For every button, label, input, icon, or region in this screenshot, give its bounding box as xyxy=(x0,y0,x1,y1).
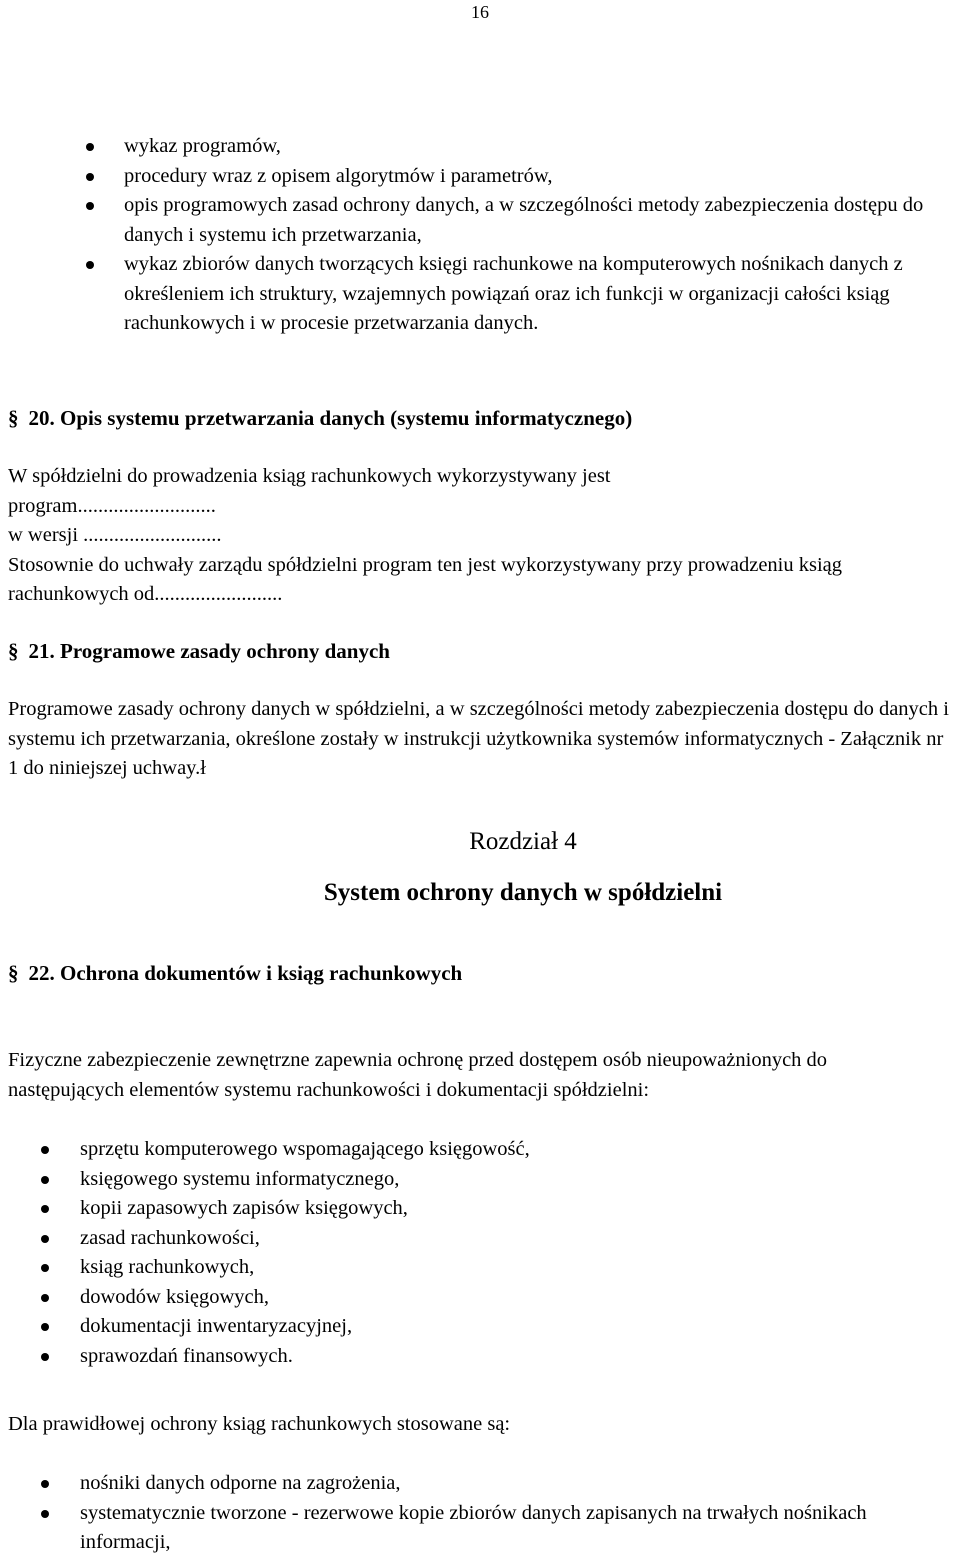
section-20-line: W spółdzielni do prowadzenia ksiąg rachunkowych wykorzystywany jest xyxy=(8,465,611,487)
list-item: procedury wraz z opisem algorytmów i parametrów, xyxy=(124,162,924,192)
program-documentation-list xyxy=(124,132,924,339)
section-22-intro: Fizyczne zabezpieczenie zewnętrzne zapewnia ochronę przed dostępem osób nieupoważnionych do następujących elementów systemu rachunkowości i dokumentacji spółdzielni: xyxy=(8,1049,828,1101)
chapter-number: Rozdział 4 xyxy=(469,828,577,855)
list-item: ksiąg rachunkowych, xyxy=(80,1253,940,1283)
section-20-program-field: program........................... xyxy=(8,494,216,517)
list-item: systematycznie tworzone - rezerwowe kopie zbiorów danych zapisanych na trwałych nośnikach informacji, xyxy=(80,1499,950,1558)
section-22-heading xyxy=(8,958,462,988)
protected-elements-list xyxy=(80,1135,940,1371)
section-20-body xyxy=(8,462,958,610)
section-21-body: Programowe zasady ochrony danych w spółdzielni, a w szczególności metody zabezpieczenia dostępu do danych i systemu ich przetwarzania, określone zostały w instrukcji użytkownika systemów informatycznych - Załącznik nr 1 do niniejszej uchway.ł xyxy=(8,698,949,779)
paragraph-symbol: § xyxy=(8,406,19,430)
list-item: zasad rachunkowości, xyxy=(80,1224,940,1254)
section-22-title: 22. Ochrona dokumentów i ksiąg rachunkowych xyxy=(28,961,463,985)
list-item: wykaz programów, xyxy=(124,132,924,162)
list-item: sprzętu komputerowego wspomagającego księgowość, xyxy=(80,1135,940,1165)
list-item: kopii zapasowych zapisów księgowych, xyxy=(80,1194,940,1224)
list-item: opis programowych zasad ochrony danych, a w szczególności metody zabezpieczenia dostępu do danych i systemu ich przetwarzania, xyxy=(124,191,924,250)
paragraph-symbol: § xyxy=(8,961,19,985)
list-item: nośniki danych odporne na zagrożenia, xyxy=(80,1469,950,1499)
list-item: dokumentacji inwentaryzacyjnej, xyxy=(80,1312,940,1342)
section-20-heading xyxy=(8,403,632,433)
section-20-version-field: w wersji ........................... xyxy=(8,524,222,546)
page-number: 16 xyxy=(471,2,489,22)
list-item: wykaz zbiorów danych tworzących księgi rachunkowe na komputerowych nośnikach danych z określeniem ich struktury, wzajemnych powiązań oraz ich funkcji w organizacji całości ksiąg rachunkowych i w procesie przetwarzania danych. xyxy=(124,250,924,339)
section-21-heading xyxy=(8,636,390,666)
protection-intro: Dla prawidłowej ochrony ksiąg rachunkowych stosowane są: xyxy=(8,1413,511,1435)
chapter-title: System ochrony danych w spółdzielni xyxy=(323,879,723,906)
section-21-title: 21. Programowe zasady ochrony danych xyxy=(28,639,390,663)
paragraph-symbol: § xyxy=(8,639,19,663)
list-item: dowodów księgowych, xyxy=(80,1283,940,1313)
section-20-resolution-text: Stosownie do uchwały zarządu spółdzielni program ten jest wykorzystywany przy prowadzeniu ksiąg rachunkowych od......................... xyxy=(8,553,843,605)
list-item: sprawozdań finansowych. xyxy=(80,1342,940,1372)
list-item: księgowego systemu informatycznego, xyxy=(80,1165,940,1195)
section-20-title: 20. Opis systemu przetwarzania danych (systemu informatycznego) xyxy=(28,406,633,430)
protection-measures-list xyxy=(80,1469,950,1558)
